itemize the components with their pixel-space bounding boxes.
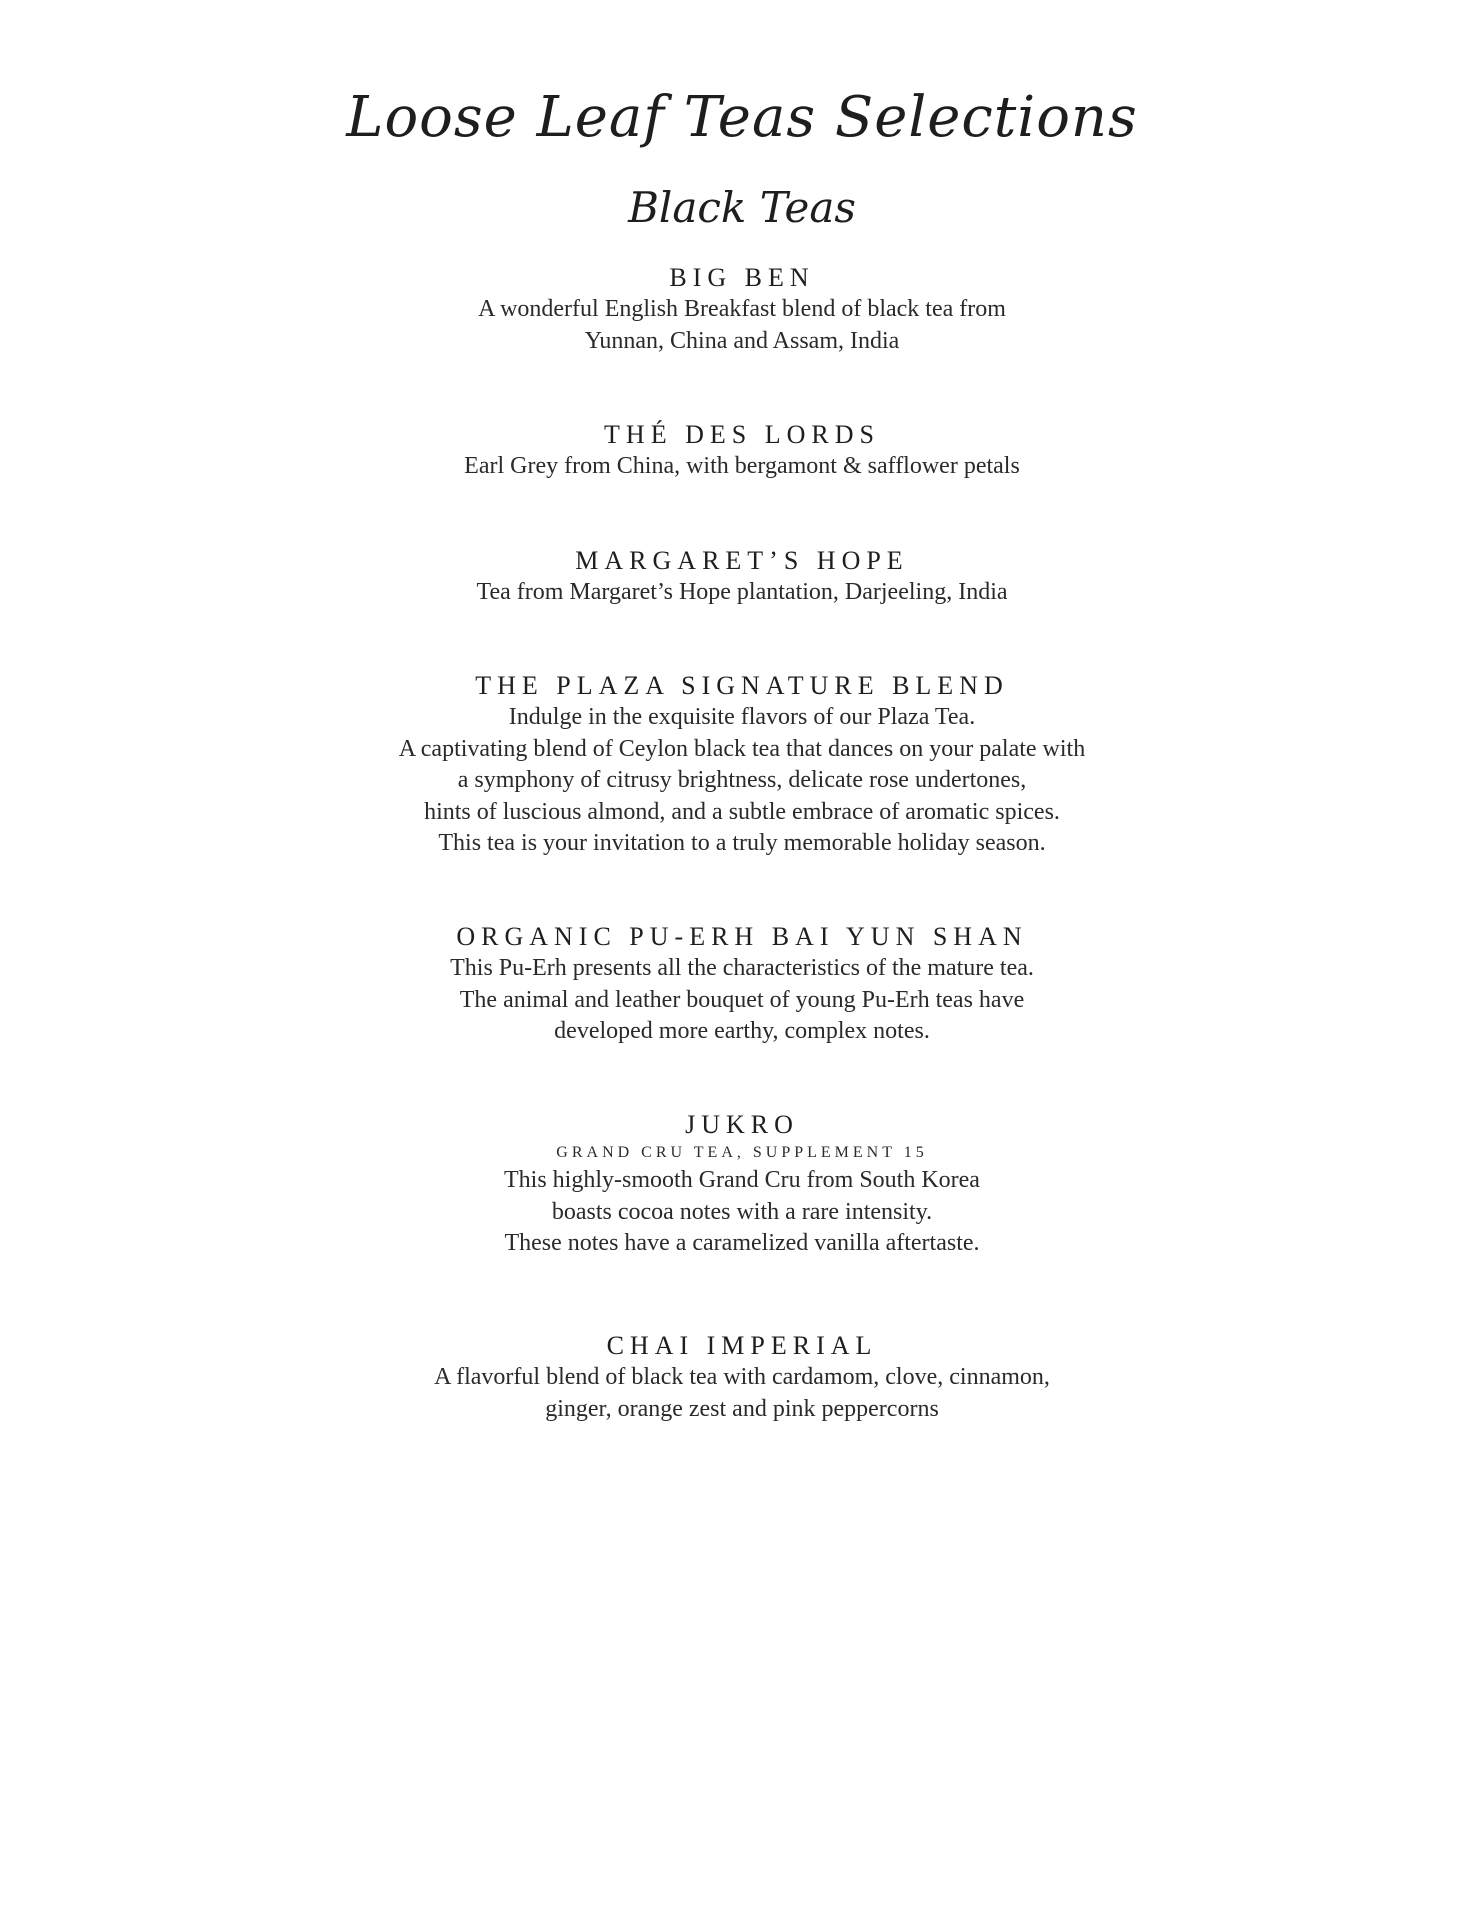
tea-description-line: ginger, orange zest and pink peppercorns [545, 1395, 939, 1422]
tea-item-chai-imperial [0, 1330, 1484, 1425]
tea-description-line: The animal and leather bouquet of young Pu-Erh teas have [459, 986, 1025, 1013]
tea-description-line: developed more earthy, complex notes. [554, 1018, 930, 1044]
tea-item-the-des-lords [0, 419, 1484, 483]
tea-description-line: hints of luscious almond, and a subtle embrace of aromatic spices. [424, 798, 1060, 825]
tea-description [0, 451, 1484, 483]
tea-item-big-ben [0, 262, 1484, 357]
tea-name: THE PLAZA SIGNATURE BLEND [475, 671, 1009, 700]
tea-description [0, 294, 1484, 357]
tea-description-line: a symphony of citrusy brightness, delicate rose undertones, [457, 767, 1027, 793]
tea-description-line: Indulge in the exquisite flavors of our Plaza Tea. [508, 704, 976, 730]
tea-description-line: This Pu-Erh presents all the characteristics of the mature tea. [450, 955, 1034, 981]
tea-name: JUKRO [685, 1110, 799, 1139]
tea-supplement-note: GRAND CRU TEA, SUPPLEMENT 15 [556, 1144, 928, 1161]
tea-description-line: Tea from Margaret’s Hope plantation, Darjeeling, India [476, 579, 1008, 605]
tea-description-line: This tea is your invitation to a truly memorable holiday season. [438, 830, 1046, 856]
tea-description [0, 1165, 1484, 1260]
tea-description-line: A captivating blend of Ceylon black tea that dances on your palate with [398, 735, 1086, 762]
tea-description-line: This highly-smooth Grand Cru from South Korea [504, 1167, 980, 1193]
tea-description-line: boasts cocoa notes with a rare intensity. [551, 1198, 933, 1225]
tea-description-line: A flavorful blend of black tea with cardamom, clove, cinnamon, [434, 1364, 1050, 1390]
tea-item-jukro [0, 1109, 1484, 1260]
section-heading: Black Teas [628, 183, 856, 232]
tea-description [0, 577, 1484, 609]
tea-name: THÉ DES LORDS [604, 420, 880, 449]
tea-item-margarets-hope [0, 545, 1484, 609]
tea-name: MARGARET’S HOPE [575, 546, 909, 575]
tea-description-line: Yunnan, China and Assam, India [584, 327, 900, 354]
tea-item-organic-pu-erh [0, 921, 1484, 1048]
tea-description-line: A wonderful English Breakfast blend of black tea from [478, 296, 1006, 322]
tea-description [0, 1362, 1484, 1425]
tea-name: BIG BEN [669, 263, 815, 292]
menu-title: Loose Leaf Teas Selections [346, 85, 1138, 150]
tea-name: ORGANIC PU-ERH BAI YUN SHAN [456, 922, 1028, 951]
tea-item-plaza-signature-blend [0, 670, 1484, 860]
tea-description-line: Earl Grey from China, with bergamont & safflower petals [464, 453, 1020, 479]
tea-name: CHAI IMPERIAL [606, 1331, 878, 1360]
tea-description-line: These notes have a caramelized vanilla aftertaste. [504, 1230, 980, 1256]
tea-description [0, 702, 1484, 860]
tea-description [0, 953, 1484, 1048]
